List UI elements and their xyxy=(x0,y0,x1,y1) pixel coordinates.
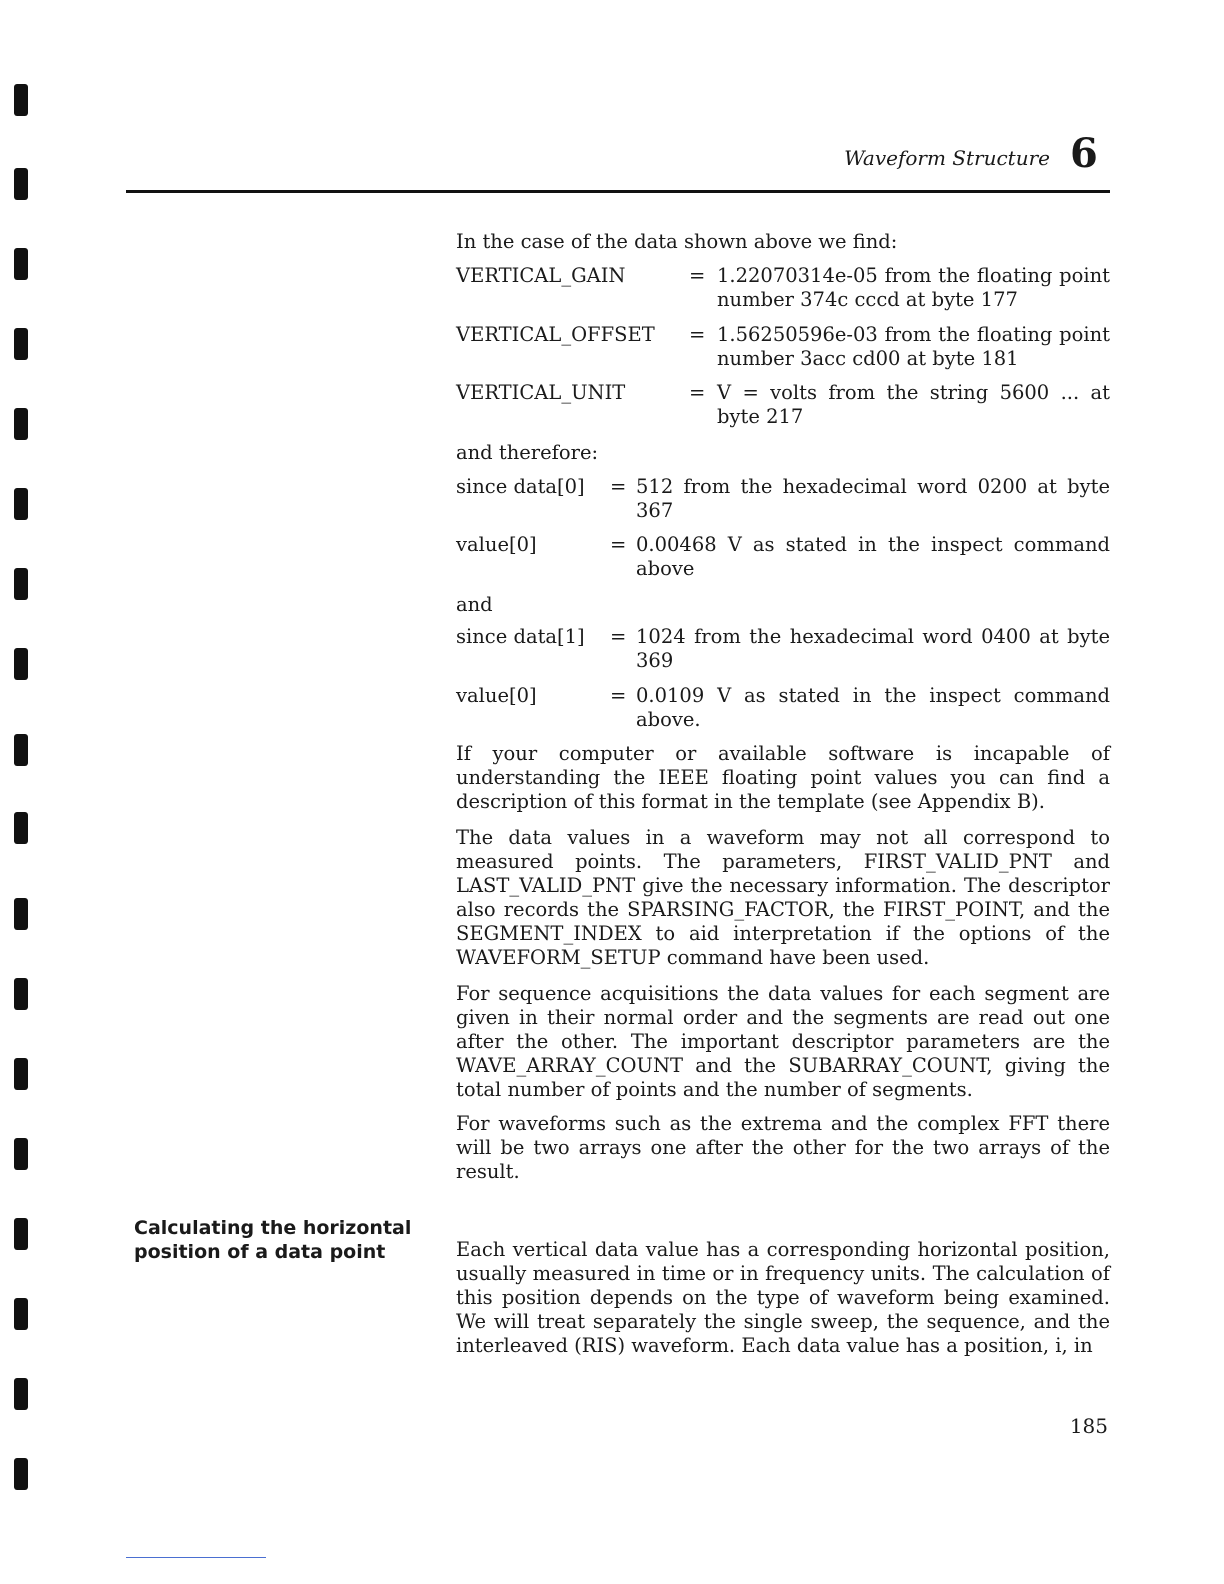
binding-mark xyxy=(14,328,28,360)
binding-mark xyxy=(14,1458,28,1490)
binding-mark xyxy=(14,734,28,766)
binding-mark xyxy=(14,812,28,844)
definition-label: VERTICAL_GAIN xyxy=(456,264,626,287)
binding-mark xyxy=(14,1218,28,1250)
therefore-line: and therefore: xyxy=(456,441,599,464)
data-value: 0.0109 V as stated in the inspect command above. xyxy=(636,684,1110,731)
equals-sign: = xyxy=(610,475,627,498)
binding-mark xyxy=(14,1298,28,1330)
binding-mark xyxy=(14,1058,28,1090)
and-line: and xyxy=(456,593,493,616)
paragraph: If your computer or available software is incapable of understanding the IEEE floating point values you can find a description of this format in the template (see Appendix B). xyxy=(456,742,1110,813)
definition-label: VERTICAL_OFFSET xyxy=(456,323,655,346)
data-label: since data[1] xyxy=(456,625,585,648)
running-header-title: Waveform Structure xyxy=(844,146,1050,170)
binding-mark xyxy=(14,84,28,116)
paragraph: The data values in a waveform may not all correspond to measured points. The parameters, FIRST_VALID_PNT and LAST_VALID_PNT give the necessary information. The descriptor also records the SPARSING_FACTOR, the FIRST_POINT, and the SEGMENT_INDEX to aid interpretation if the options of the WAVEFORM_SETUP command have been used. xyxy=(456,826,1110,969)
binding-mark xyxy=(14,568,28,600)
paragraph: For sequence acquisitions the data values for each segment are given in their normal order and the segments are read out one after the other. The important descriptor parameters are the WAVE_ARRAY_COUNT and the SUBARRAY_COUNT, giving the total number of points and the number of segments. xyxy=(456,982,1110,1101)
definition-label: VERTICAL_UNIT xyxy=(456,381,626,404)
binding-mark xyxy=(14,408,28,440)
data-label: value[0] xyxy=(456,533,537,556)
definition-value: 1.22070314e-05 from the floating point number 374c cccd at byte 177 xyxy=(717,264,1110,311)
equals-sign: = xyxy=(610,625,627,648)
header-rule xyxy=(126,190,1110,193)
section-heading: Calculating the horizontal position of a data point xyxy=(134,1217,412,1263)
equals-sign: = xyxy=(689,381,706,404)
equals-sign: = xyxy=(689,264,706,287)
section-body: Each vertical data value has a corresponding horizontal position, usually measured in time or in frequency units. The calculation of this position depends on the type of waveform being examined. We will treat separately the single sweep, the sequence, and the interleaved (RIS) waveform. Each data value has a position, i, in xyxy=(456,1238,1110,1357)
equals-sign: = xyxy=(689,323,706,346)
binding-mark xyxy=(14,898,28,930)
definition-value: V = volts from the string 5600 ... at byte 217 xyxy=(717,381,1110,428)
binding-mark xyxy=(14,488,28,520)
data-value: 0.00468 V as stated in the inspect command above xyxy=(636,533,1110,580)
binding-mark xyxy=(14,1378,28,1410)
page-number: 185 xyxy=(1069,1414,1108,1438)
equals-sign: = xyxy=(610,684,627,707)
intro-line: In the case of the data shown above we find: xyxy=(456,230,898,253)
binding-mark xyxy=(14,978,28,1010)
binding-mark xyxy=(14,1138,28,1170)
definition-value: 1.56250596e-03 from the floating point number 3acc cd00 at byte 181 xyxy=(717,323,1110,370)
data-value: 1024 from the hexadecimal word 0400 at byte 369 xyxy=(636,625,1110,672)
binding-mark xyxy=(14,648,28,680)
data-label: since data[0] xyxy=(456,475,585,498)
paragraph: For waveforms such as the extrema and the complex FFT there will be two arrays one after the other for the two arrays of the result. xyxy=(456,1112,1110,1183)
equals-sign: = xyxy=(610,533,627,556)
data-value: 512 from the hexadecimal word 0200 at byte 367 xyxy=(636,475,1110,522)
chapter-number: 6 xyxy=(1070,130,1098,177)
footer-rule xyxy=(126,1557,266,1558)
binding-mark xyxy=(14,248,28,280)
binding-mark xyxy=(14,168,28,200)
data-label: value[0] xyxy=(456,684,537,707)
